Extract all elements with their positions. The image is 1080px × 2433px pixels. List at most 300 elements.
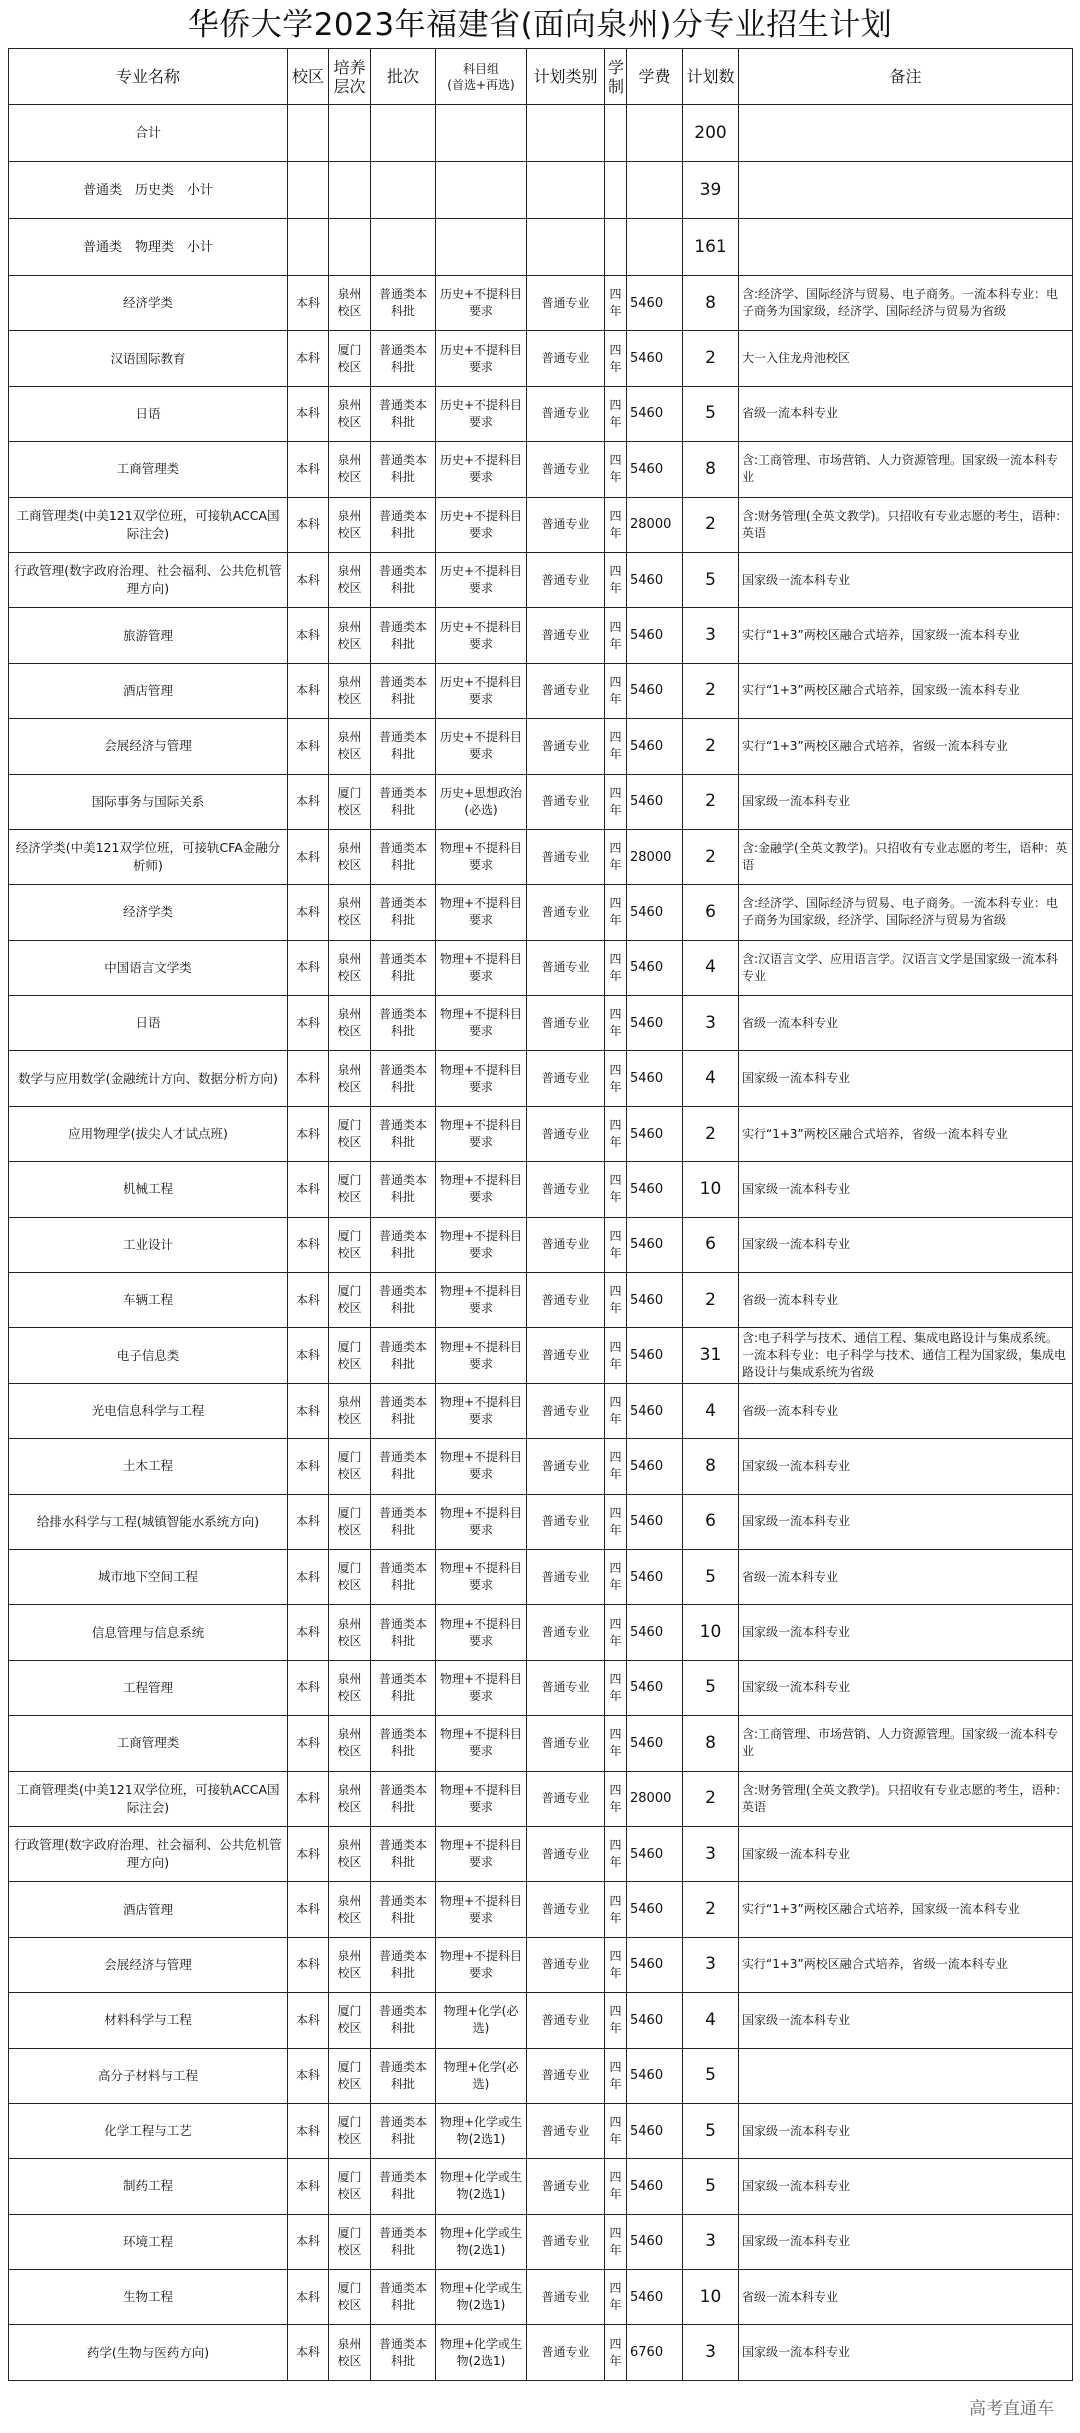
cell-campus: 泉州校区 (329, 552, 371, 607)
cell-years: 四年 (605, 1439, 627, 1494)
cell-note: 含:经济学、国际经济与贸易、电子商务。一流本科专业：电子商务为国家级，经济学、国际经济与贸易为省级 (739, 885, 1073, 940)
cell-years: 四年 (605, 386, 627, 441)
cell-fee: 5460 (627, 2214, 683, 2269)
cell-level: 本科 (288, 442, 329, 497)
cell-major: 工业设计 (9, 1217, 288, 1272)
cell-plan-type: 普通专业 (527, 2159, 605, 2214)
cell-batch: 普通类本科批 (371, 331, 436, 386)
cell-batch: 普通类本科批 (371, 1771, 436, 1826)
cell-plan-type: 普通专业 (527, 608, 605, 663)
table-row (9, 1660, 1073, 1715)
cell-note (739, 2048, 1073, 2103)
cell-level: 本科 (288, 608, 329, 663)
cell-note: 实行“1+3”两校区融合式培养，省级一流本科专业 (739, 1106, 1073, 1161)
table-row (9, 386, 1073, 441)
table-row (9, 2159, 1073, 2214)
cell-note: 含:财务管理(全英文教学)。只招收有专业志愿的考生，语种：英语 (739, 497, 1073, 552)
cell-batch: 普通类本科批 (371, 1217, 436, 1272)
cell-subjects: 物理+不提科目要求 (436, 1106, 527, 1161)
cell-note: 省级一流本科专业 (739, 386, 1073, 441)
cell-level: 本科 (288, 276, 329, 331)
cell-subjects: 物理+化学或生物(2选1) (436, 2214, 527, 2269)
cell-fee: 5460 (627, 2270, 683, 2325)
cell-note: 实行“1+3”两校区融合式培养，国家级一流本科专业 (739, 1882, 1073, 1937)
cell-fee: 5460 (627, 1993, 683, 2048)
cell-level: 本科 (288, 829, 329, 884)
cell-plan-count: 3 (683, 608, 739, 663)
cell-plan-type: 普通专业 (527, 497, 605, 552)
cell-years: 四年 (605, 1051, 627, 1106)
cell-major: 工商管理类(中美121双学位班，可接轨ACCA国际注会) (9, 1771, 288, 1826)
cell-years: 四年 (605, 442, 627, 497)
cell-fee: 5460 (627, 1549, 683, 1604)
cell-level: 本科 (288, 386, 329, 441)
cell-plan-count: 5 (683, 2103, 739, 2158)
cell-batch: 普通类本科批 (371, 2214, 436, 2269)
cell-note: 国家级一流本科专业 (739, 2103, 1073, 2158)
cell-major: 工程管理 (9, 1660, 288, 1715)
cell-major: 高分子材料与工程 (9, 2048, 288, 2103)
table-row (9, 1439, 1073, 1494)
cell-campus: 泉州校区 (329, 442, 371, 497)
cell-plan-type: 普通专业 (527, 1605, 605, 1660)
cell-plan-type: 普通专业 (527, 719, 605, 774)
table-row (9, 774, 1073, 829)
cell-fee: 5460 (627, 1273, 683, 1328)
cell-campus: 泉州校区 (329, 2325, 371, 2380)
cell-note: 省级一流本科专业 (739, 2270, 1073, 2325)
cell-plan-type: 普通专业 (527, 276, 605, 331)
cell-campus: 厦门校区 (329, 1106, 371, 1161)
cell-fee: 28000 (627, 829, 683, 884)
cell-subjects: 历史+不提科目要求 (436, 442, 527, 497)
cell-level: 本科 (288, 1439, 329, 1494)
cell-fee: 5460 (627, 1494, 683, 1549)
header-note: 备注 (739, 49, 1073, 105)
cell-subjects: 物理+不提科目要求 (436, 1273, 527, 1328)
cell-plan-count: 8 (683, 1439, 739, 1494)
table-row (9, 1771, 1073, 1826)
cell-batch: 普通类本科批 (371, 2325, 436, 2380)
cell-batch: 普通类本科批 (371, 1826, 436, 1881)
cell-major: 药学(生物与医药方向) (9, 2325, 288, 2380)
cell-note: 含:工商管理、市场营销、人力资源管理。国家级一流本科专业 (739, 442, 1073, 497)
cell-campus: 厦门校区 (329, 1273, 371, 1328)
cell-plan-type: 普通专业 (527, 1439, 605, 1494)
cell-fee: 5460 (627, 1937, 683, 1992)
cell-level: 本科 (288, 1826, 329, 1881)
enrollment-plan-table (8, 48, 1073, 2381)
cell-plan-count: 8 (683, 1716, 739, 1771)
cell-major: 化学工程与工艺 (9, 2103, 288, 2158)
cell-years: 四年 (605, 885, 627, 940)
cell-plan-type: 普通专业 (527, 996, 605, 1051)
cell-level: 本科 (288, 1051, 329, 1106)
cell-subjects: 历史+不提科目要求 (436, 276, 527, 331)
cell-years: 四年 (605, 331, 627, 386)
cell-fee: 5460 (627, 1660, 683, 1715)
cell-level: 本科 (288, 2103, 329, 2158)
cell-plan-type: 普通专业 (527, 1937, 605, 1992)
cell-plan-count: 3 (683, 1826, 739, 1881)
cell-fee: 5460 (627, 1439, 683, 1494)
cell-plan-count: 5 (683, 552, 739, 607)
cell-plan-type: 普通专业 (527, 1328, 605, 1383)
cell-major: 工商管理类(中美121双学位班，可接轨ACCA国际注会) (9, 497, 288, 552)
cell-level: 本科 (288, 885, 329, 940)
cell-subjects: 物理+化学(必选) (436, 2048, 527, 2103)
table-row (9, 1328, 1073, 1383)
cell-campus: 泉州校区 (329, 1716, 371, 1771)
cell-fee: 5460 (627, 1328, 683, 1383)
header-plan-count: 计划数 (683, 49, 739, 105)
cell-major: 国际事务与国际关系 (9, 774, 288, 829)
cell-note: 含:工商管理、市场营销、人力资源管理。国家级一流本科专业 (739, 1716, 1073, 1771)
cell-note: 国家级一流本科专业 (739, 774, 1073, 829)
cell-plan-count: 5 (683, 1549, 739, 1604)
cell-batch: 普通类本科批 (371, 1882, 436, 1937)
table-row (9, 2214, 1073, 2269)
cell-subjects: 物理+不提科目要求 (436, 1217, 527, 1272)
cell-plan-count: 2 (683, 497, 739, 552)
cell-major: 电子信息类 (9, 1328, 288, 1383)
cell-plan-count: 2 (683, 331, 739, 386)
cell-subjects: 历史+不提科目要求 (436, 497, 527, 552)
cell-plan-count: 2 (683, 829, 739, 884)
cell-plan-count: 10 (683, 1162, 739, 1217)
cell-note: 大一入住龙舟池校区 (739, 331, 1073, 386)
cell-fee: 5460 (627, 2048, 683, 2103)
cell-level: 本科 (288, 1937, 329, 1992)
cell-plan-count: 6 (683, 1217, 739, 1272)
cell-subjects: 物理+不提科目要求 (436, 829, 527, 884)
cell-campus: 泉州校区 (329, 1660, 371, 1715)
cell-plan-count: 3 (683, 1937, 739, 1992)
header-plan-type: 计划类别 (527, 49, 605, 105)
cell-batch: 普通类本科批 (371, 442, 436, 497)
header-subjects (436, 49, 527, 105)
table-row (9, 996, 1073, 1051)
cell-plan-type: 普通专业 (527, 1273, 605, 1328)
cell-plan-type: 普通专业 (527, 1549, 605, 1604)
cell-batch: 普通类本科批 (371, 2159, 436, 2214)
table-row (9, 1605, 1073, 1660)
cell-years: 四年 (605, 2214, 627, 2269)
cell-fee: 5460 (627, 996, 683, 1051)
cell-batch: 普通类本科批 (371, 1273, 436, 1328)
cell-campus: 厦门校区 (329, 1494, 371, 1549)
table-row (9, 719, 1073, 774)
cell-plan-type: 普通专业 (527, 1716, 605, 1771)
cell-subjects: 历史+不提科目要求 (436, 331, 527, 386)
table-row (9, 2103, 1073, 2158)
cell-campus: 泉州校区 (329, 1605, 371, 1660)
cell-plan-count: 5 (683, 386, 739, 441)
summary-label: 合计 (9, 105, 288, 162)
table-row (9, 497, 1073, 552)
cell-batch: 普通类本科批 (371, 1660, 436, 1715)
cell-years: 四年 (605, 1826, 627, 1881)
table-row (9, 1051, 1073, 1106)
cell-note: 国家级一流本科专业 (739, 1217, 1073, 1272)
cell-subjects: 物理+不提科目要求 (436, 1716, 527, 1771)
cell-note: 含:财务管理(全英文教学)。只招收有专业志愿的考生，语种：英语 (739, 1771, 1073, 1826)
cell-plan-count: 8 (683, 276, 739, 331)
cell-major: 行政管理(数字政府治理、社会福利、公共危机管理方向) (9, 1826, 288, 1881)
cell-note: 国家级一流本科专业 (739, 2214, 1073, 2269)
cell-fee: 5460 (627, 2159, 683, 2214)
cell-plan-type: 普通专业 (527, 1383, 605, 1438)
cell-batch: 普通类本科批 (371, 2103, 436, 2158)
cell-campus: 泉州校区 (329, 276, 371, 331)
table-row (9, 2325, 1073, 2380)
cell-plan-type: 普通专业 (527, 1826, 605, 1881)
cell-major: 日语 (9, 996, 288, 1051)
cell-major: 行政管理(数字政府治理、社会福利、公共危机管理方向) (9, 552, 288, 607)
cell-batch: 普通类本科批 (371, 1494, 436, 1549)
cell-level: 本科 (288, 2048, 329, 2103)
cell-level: 本科 (288, 996, 329, 1051)
cell-plan-type: 普通专业 (527, 774, 605, 829)
cell-fee: 5460 (627, 1217, 683, 1272)
cell-years: 四年 (605, 1549, 627, 1604)
table-row (9, 885, 1073, 940)
cell-level: 本科 (288, 2270, 329, 2325)
cell-years: 四年 (605, 1383, 627, 1438)
cell-batch: 普通类本科批 (371, 829, 436, 884)
cell-fee: 28000 (627, 1771, 683, 1826)
cell-level: 本科 (288, 1993, 329, 2048)
cell-batch: 普通类本科批 (371, 1383, 436, 1438)
cell-campus: 厦门校区 (329, 2214, 371, 2269)
cell-campus: 厦门校区 (329, 2159, 371, 2214)
cell-fee: 5460 (627, 1106, 683, 1161)
cell-major: 光电信息科学与工程 (9, 1383, 288, 1438)
cell-campus: 厦门校区 (329, 2048, 371, 2103)
cell-campus: 泉州校区 (329, 996, 371, 1051)
cell-plan-count: 2 (683, 774, 739, 829)
cell-years: 四年 (605, 1993, 627, 2048)
cell-batch: 普通类本科批 (371, 940, 436, 995)
cell-campus: 厦门校区 (329, 1162, 371, 1217)
cell-level: 本科 (288, 1162, 329, 1217)
table-row (9, 1549, 1073, 1604)
header-level: 培养层次 (329, 49, 371, 105)
cell-batch: 普通类本科批 (371, 1716, 436, 1771)
cell-campus: 泉州校区 (329, 885, 371, 940)
table-row (9, 663, 1073, 718)
cell-major: 会展经济与管理 (9, 719, 288, 774)
cell-campus: 厦门校区 (329, 774, 371, 829)
cell-fee: 5460 (627, 442, 683, 497)
cell-note: 省级一流本科专业 (739, 996, 1073, 1051)
cell-major: 酒店管理 (9, 1882, 288, 1937)
cell-plan-count: 2 (683, 663, 739, 718)
cell-major: 车辆工程 (9, 1273, 288, 1328)
cell-years: 四年 (605, 1494, 627, 1549)
cell-plan-type: 普通专业 (527, 2048, 605, 2103)
header-fee: 学费 (627, 49, 683, 105)
table-row (9, 1882, 1073, 1937)
cell-note: 含:汉语言文学、应用语言学。汉语言文学是国家级一流本科专业 (739, 940, 1073, 995)
summary-row-total (9, 105, 1073, 162)
cell-plan-type: 普通专业 (527, 1771, 605, 1826)
cell-fee: 5460 (627, 663, 683, 718)
cell-campus: 泉州校区 (329, 829, 371, 884)
summary-label: 普通类 历史类 小计 (9, 162, 288, 219)
cell-years: 四年 (605, 1328, 627, 1383)
table-row (9, 2048, 1073, 2103)
cell-major: 酒店管理 (9, 663, 288, 718)
header-major: 专业名称 (9, 49, 288, 105)
cell-years: 四年 (605, 2048, 627, 2103)
cell-level: 本科 (288, 1660, 329, 1715)
cell-campus: 泉州校区 (329, 1051, 371, 1106)
cell-subjects: 物理+化学或生物(2选1) (436, 2159, 527, 2214)
cell-years: 四年 (605, 552, 627, 607)
cell-major: 旅游管理 (9, 608, 288, 663)
table-row (9, 331, 1073, 386)
cell-years: 四年 (605, 276, 627, 331)
cell-fee: 5460 (627, 552, 683, 607)
cell-note: 国家级一流本科专业 (739, 2159, 1073, 2214)
cell-batch: 普通类本科批 (371, 885, 436, 940)
cell-note: 含:金融学(全英文教学)。只招收有专业志愿的考生，语种：英语 (739, 829, 1073, 884)
cell-plan-type: 普通专业 (527, 2270, 605, 2325)
cell-plan-count: 3 (683, 2214, 739, 2269)
cell-fee: 5460 (627, 940, 683, 995)
cell-subjects: 历史+不提科目要求 (436, 386, 527, 441)
table-row (9, 608, 1073, 663)
table-row (9, 1826, 1073, 1881)
cell-years: 四年 (605, 1106, 627, 1161)
page-title: 华侨大学2023年福建省(面向泉州)分专业招生计划 (187, 7, 893, 43)
cell-plan-count: 2 (683, 1771, 739, 1826)
cell-note: 实行“1+3”两校区融合式培养，国家级一流本科专业 (739, 608, 1073, 663)
cell-note: 国家级一流本科专业 (739, 1993, 1073, 2048)
cell-major: 经济学类 (9, 885, 288, 940)
cell-plan-type: 普通专业 (527, 1993, 605, 2048)
cell-plan-type: 普通专业 (527, 1660, 605, 1715)
cell-campus: 泉州校区 (329, 386, 371, 441)
cell-subjects: 物理+不提科目要求 (436, 1605, 527, 1660)
header-subjects-line1: 科目组 (462, 61, 499, 76)
cell-major: 机械工程 (9, 1162, 288, 1217)
cell-years: 四年 (605, 1162, 627, 1217)
cell-years: 四年 (605, 1273, 627, 1328)
cell-campus: 厦门校区 (329, 1993, 371, 2048)
cell-batch: 普通类本科批 (371, 1993, 436, 2048)
summary-row-physics (9, 219, 1073, 276)
cell-major: 生物工程 (9, 2270, 288, 2325)
cell-level: 本科 (288, 1771, 329, 1826)
cell-years: 四年 (605, 2270, 627, 2325)
cell-note: 国家级一流本科专业 (739, 1162, 1073, 1217)
cell-plan-type: 普通专业 (527, 2214, 605, 2269)
cell-batch: 普通类本科批 (371, 774, 436, 829)
cell-note: 省级一流本科专业 (739, 1273, 1073, 1328)
summary-count: 161 (683, 219, 739, 276)
cell-major: 经济学类 (9, 276, 288, 331)
cell-subjects: 物理+不提科目要求 (436, 1771, 527, 1826)
cell-fee: 5460 (627, 719, 683, 774)
header-batch: 批次 (371, 49, 436, 105)
cell-level: 本科 (288, 1383, 329, 1438)
cell-campus: 厦门校区 (329, 2103, 371, 2158)
cell-plan-count: 2 (683, 1106, 739, 1161)
cell-plan-type: 普通专业 (527, 2325, 605, 2380)
cell-batch: 普通类本科批 (371, 719, 436, 774)
cell-campus: 厦门校区 (329, 1328, 371, 1383)
cell-campus: 厦门校区 (329, 1439, 371, 1494)
cell-subjects: 物理+不提科目要求 (436, 1328, 527, 1383)
cell-plan-count: 6 (683, 1494, 739, 1549)
cell-batch: 普通类本科批 (371, 608, 436, 663)
cell-subjects: 历史+不提科目要求 (436, 608, 527, 663)
cell-plan-count: 3 (683, 2325, 739, 2380)
table-row (9, 1993, 1073, 2048)
cell-level: 本科 (288, 1106, 329, 1161)
cell-batch: 普通类本科批 (371, 2270, 436, 2325)
cell-years: 四年 (605, 719, 627, 774)
cell-level: 本科 (288, 1716, 329, 1771)
cell-subjects: 物理+不提科目要求 (436, 1162, 527, 1217)
cell-batch: 普通类本科批 (371, 1549, 436, 1604)
cell-batch: 普通类本科批 (371, 497, 436, 552)
table-row (9, 2270, 1073, 2325)
cell-batch: 普通类本科批 (371, 1937, 436, 1992)
cell-campus: 泉州校区 (329, 1771, 371, 1826)
table-row (9, 1273, 1073, 1328)
cell-major: 中国语言文学类 (9, 940, 288, 995)
cell-major: 数学与应用数学(金融统计方向、数据分析方向) (9, 1051, 288, 1106)
cell-plan-type: 普通专业 (527, 885, 605, 940)
cell-note: 国家级一流本科专业 (739, 1660, 1073, 1715)
cell-plan-count: 4 (683, 1051, 739, 1106)
cell-major: 工商管理类 (9, 1716, 288, 1771)
cell-subjects: 物理+不提科目要求 (436, 940, 527, 995)
cell-years: 四年 (605, 1716, 627, 1771)
cell-level: 本科 (288, 719, 329, 774)
cell-level: 本科 (288, 331, 329, 386)
cell-major: 环境工程 (9, 2214, 288, 2269)
cell-subjects: 物理+不提科目要求 (436, 1439, 527, 1494)
cell-plan-count: 10 (683, 1605, 739, 1660)
table-row (9, 442, 1073, 497)
cell-note: 实行“1+3”两校区融合式培养，省级一流本科专业 (739, 1937, 1073, 1992)
cell-batch: 普通类本科批 (371, 552, 436, 607)
summary-count: 200 (683, 105, 739, 162)
cell-batch: 普通类本科批 (371, 663, 436, 718)
cell-note: 国家级一流本科专业 (739, 552, 1073, 607)
cell-years: 四年 (605, 2159, 627, 2214)
table-row (9, 1217, 1073, 1272)
cell-major: 工商管理类 (9, 442, 288, 497)
cell-batch: 普通类本科批 (371, 276, 436, 331)
cell-plan-type: 普通专业 (527, 386, 605, 441)
cell-years: 四年 (605, 2103, 627, 2158)
cell-years: 四年 (605, 996, 627, 1051)
cell-campus: 泉州校区 (329, 719, 371, 774)
cell-plan-count: 5 (683, 2159, 739, 2214)
header-subjects-line2: (首选+再选) (447, 77, 515, 92)
summary-label: 普通类 物理类 小计 (9, 219, 288, 276)
cell-note: 实行“1+3”两校区融合式培养，国家级一流本科专业 (739, 663, 1073, 718)
cell-level: 本科 (288, 1882, 329, 1937)
cell-note: 省级一流本科专业 (739, 1549, 1073, 1604)
cell-note: 国家级一流本科专业 (739, 1605, 1073, 1660)
table-row (9, 1383, 1073, 1438)
